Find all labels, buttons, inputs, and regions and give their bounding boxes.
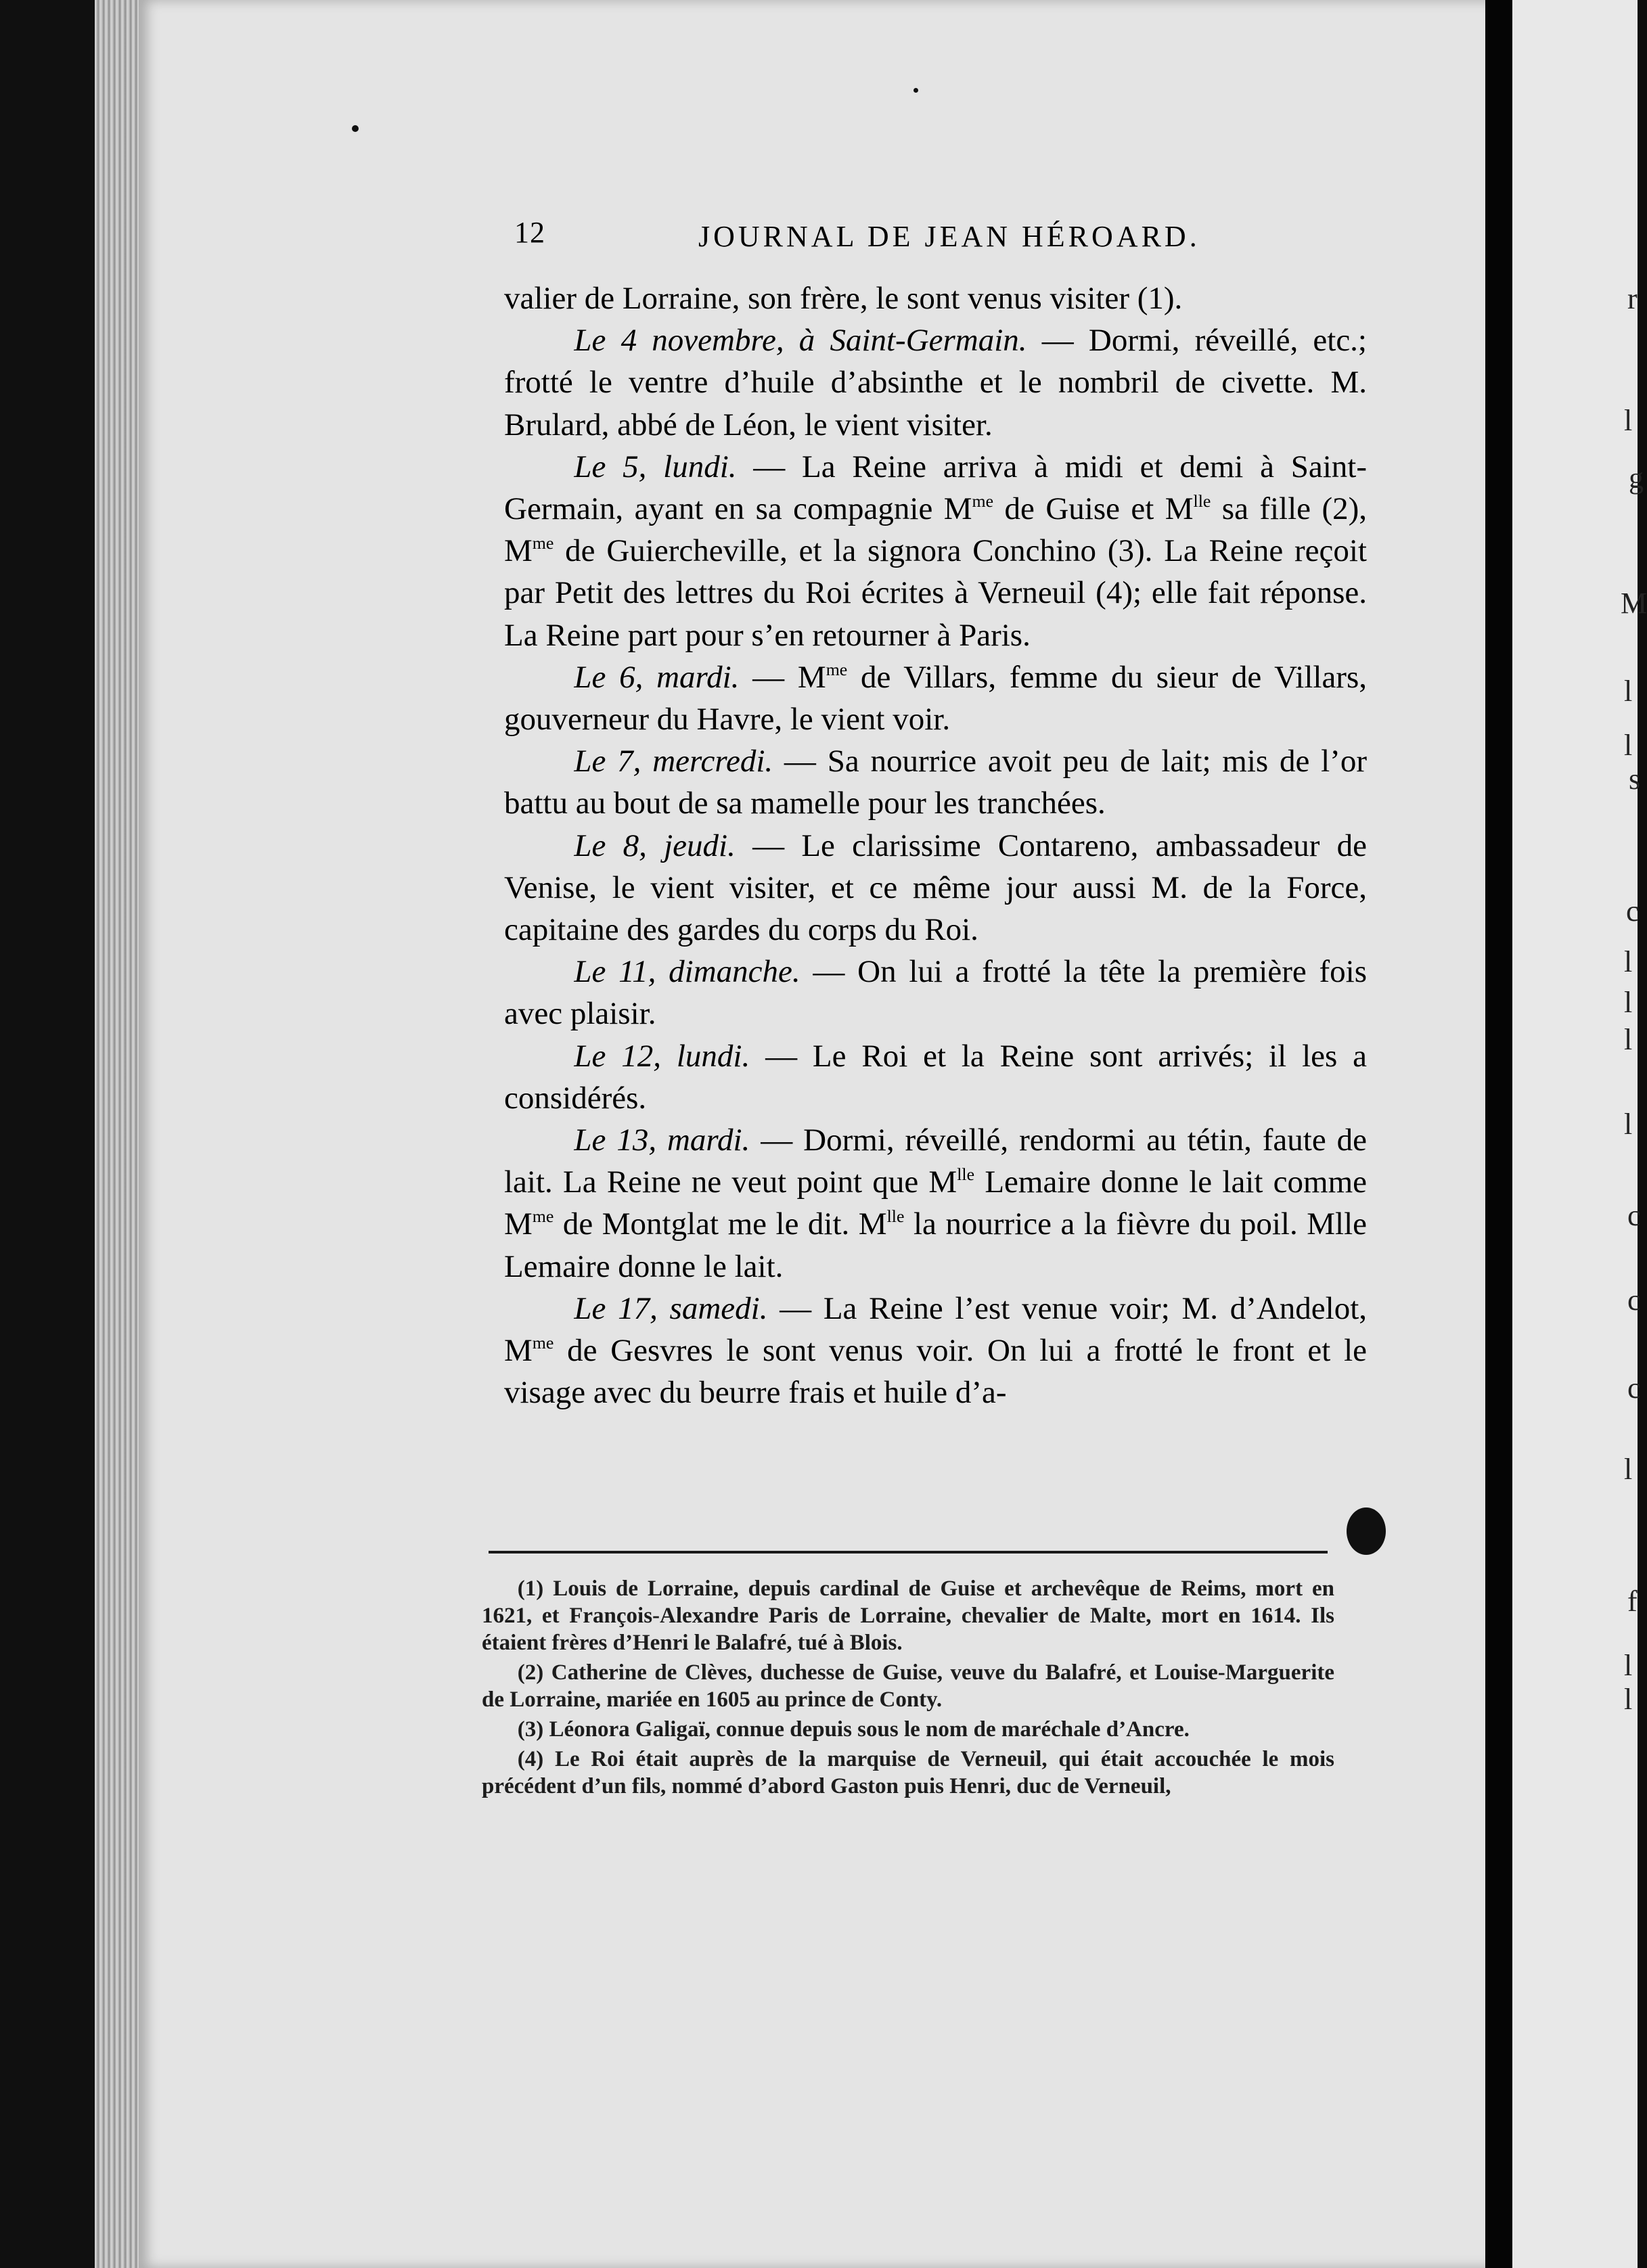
entry-text: sa fille (2), M bbox=[504, 491, 1367, 569]
facing-page-fragment: l bbox=[1624, 1649, 1633, 1682]
footnote: (3) Léonora Galigaï, connue depuis sous le nom de maréchale d’Ancre. bbox=[517, 1717, 1190, 1742]
facing-page-fragment: l bbox=[1624, 1108, 1633, 1141]
footnote: (1) Louis de Lorraine, depuis cardinal de Guise et archevêque de Reims, mort en 1621, et François-Alexandre Paris de Lorraine, chevalier de Malte, mort en 1614. Ils étaient frères d’Henri le Balafré, tué à Blois. bbox=[482, 1577, 1334, 1655]
facing-page-fragment: M bbox=[1621, 587, 1647, 620]
superscript: me bbox=[532, 533, 554, 553]
book-spine bbox=[0, 0, 101, 2268]
entry-text: de Villars, femme du sieur de Villars, gouverneur du Havre, le vient voir. bbox=[504, 659, 1367, 738]
entry-text: de Guise et M bbox=[993, 491, 1194, 527]
book-gutter bbox=[1485, 0, 1512, 2268]
footnote: (2) Catherine de Clèves, duchesse de Guise, veuve du Balafré, et Louise-Marguerite de Lorraine, mariée en 1605 au prince de Conty. bbox=[482, 1660, 1334, 1712]
facing-page-fragment: c bbox=[1627, 1199, 1641, 1232]
entry-text: Lemaire donne le lait comme M bbox=[504, 1164, 1368, 1242]
facing-page-fragment: l bbox=[1624, 1453, 1633, 1486]
journal-entry bbox=[504, 1288, 1367, 1414]
facing-page-fragment: g bbox=[1629, 461, 1644, 495]
ink-speck bbox=[352, 125, 359, 132]
superscript: me bbox=[532, 1206, 554, 1227]
paragraph: valier de Lorraine, son frère, le sont venus visiter (1). bbox=[504, 281, 1183, 316]
entry-date: Le 7, mercredi. bbox=[574, 744, 773, 779]
journal-entry bbox=[504, 446, 1367, 656]
entry-text: — M bbox=[739, 659, 826, 695]
journal-entry bbox=[504, 1035, 1367, 1119]
facing-page-fragment: l bbox=[1624, 729, 1633, 762]
footnote: (4) Le Roi était auprès de la marquise de Verneuil, qui était accouchée le mois précédent d’un fils, nommé d’abord Gaston puis Henri, duc de Verneuil, bbox=[482, 1747, 1334, 1798]
superscript: me bbox=[972, 491, 994, 511]
entry-text: — On lui a frotté la tête la première fois avec plaisir. bbox=[504, 954, 1367, 1032]
facing-page-fragment: f bbox=[1627, 1585, 1638, 1618]
entry-text: de Gesvres le sont venus voir. On lui a frotté le front et le visage avec du beurre frais et huile d’a- bbox=[504, 1333, 1367, 1411]
entry-text: — La Reine arriva à midi et demi à Saint-Germain, ayant en sa compagnie M bbox=[504, 449, 1367, 527]
entry-date: Le 5, lundi. bbox=[574, 449, 737, 484]
journal-entry bbox=[504, 1119, 1367, 1288]
running-title: JOURNAL DE JEAN HÉROARD. bbox=[698, 220, 1200, 253]
entry-date: Le 4 novembre, à Saint-Germain. bbox=[574, 323, 1027, 359]
superscript: lle bbox=[1193, 491, 1211, 511]
entry-text: de Montglat me le dit. M bbox=[554, 1206, 887, 1242]
page-number: 12 bbox=[514, 216, 545, 249]
entry-text: la nourrice a la fièvre du poil. Mlle Lemaire donne le lait. bbox=[504, 1206, 1368, 1284]
facing-page-fragment: l bbox=[1624, 404, 1633, 437]
entry-text: — Dormi, réveillé, etc.; frotté le ventre d’huile d’absinthe et le nombril de civette. M. Brulard, abbé de Léon, le vient visiter. bbox=[504, 323, 1367, 443]
entry-text: — Le clarissime Contareno, ambassadeur de Venise, le vient visiter, et ce même jour aussi M. de la Force, capitaine des gardes du corps du Roi. bbox=[504, 827, 1367, 948]
facing-page-edge bbox=[1512, 0, 1647, 2268]
facing-page-fragment: l bbox=[1624, 675, 1633, 708]
entry-date: Le 12, lundi. bbox=[574, 1038, 750, 1074]
entry-text: — Le Roi et la Reine sont arrivés; il les a considérés. bbox=[504, 1038, 1367, 1116]
entry-date: Le 6, mardi. bbox=[574, 659, 740, 695]
entry-text: — La Reine l’est venue voir; M. d’Andelot, M bbox=[504, 1290, 1368, 1369]
facing-page-fragment: l bbox=[1624, 1023, 1633, 1056]
footnotes bbox=[482, 1575, 1334, 1802]
entry-text: — Sa nourrice avoit peu de lait; mis de l’or battu au bout de sa mamelle pour les tranchées. bbox=[504, 744, 1367, 821]
facing-page-fragment: l bbox=[1624, 986, 1633, 1019]
superscript: lle bbox=[957, 1164, 975, 1185]
journal-entry bbox=[504, 319, 1367, 446]
facing-page-fragment: l bbox=[1624, 1683, 1633, 1716]
superscript: me bbox=[826, 659, 848, 679]
facing-page-fragment: l bbox=[1624, 945, 1633, 978]
journal-entry bbox=[504, 951, 1367, 1035]
facing-page-fragment: c bbox=[1626, 894, 1640, 928]
journal-entry bbox=[504, 740, 1367, 824]
page-edges bbox=[95, 0, 142, 2268]
entry-date: Le 8, jeudi. bbox=[574, 827, 736, 863]
facing-page-fragment: s bbox=[1629, 763, 1641, 796]
page-header bbox=[514, 215, 1394, 256]
entry-date: Le 13, mardi. bbox=[574, 1122, 750, 1158]
facing-page-fragment: c bbox=[1627, 1371, 1641, 1405]
footnote-rule bbox=[489, 1551, 1328, 1553]
facing-page-fragment: r bbox=[1627, 282, 1638, 315]
journal-entry bbox=[504, 656, 1367, 740]
superscript: lle bbox=[886, 1206, 905, 1227]
entry-text: — Dormi, réveillé, rendormi au tétin, faute de lait. La Reine ne veut point que M bbox=[504, 1122, 1367, 1200]
entry-text: de Guiercheville, et la signora Conchino (3). La Reine reçoit par Petit des lettres du Roi écrites à Verneuil (4); elle fait réponse. La Reine part pour s’en retourner à Paris. bbox=[504, 533, 1367, 653]
ink-speck bbox=[913, 88, 918, 93]
ink-speck bbox=[1347, 1507, 1386, 1555]
journal-entry bbox=[504, 825, 1367, 951]
main-text bbox=[504, 277, 1367, 1413]
entry-date: Le 11, dimanche. bbox=[574, 954, 800, 990]
entry-date: Le 17, samedi. bbox=[574, 1290, 768, 1326]
superscript: me bbox=[532, 1332, 554, 1353]
facing-page-fragment: c bbox=[1627, 1284, 1641, 1317]
